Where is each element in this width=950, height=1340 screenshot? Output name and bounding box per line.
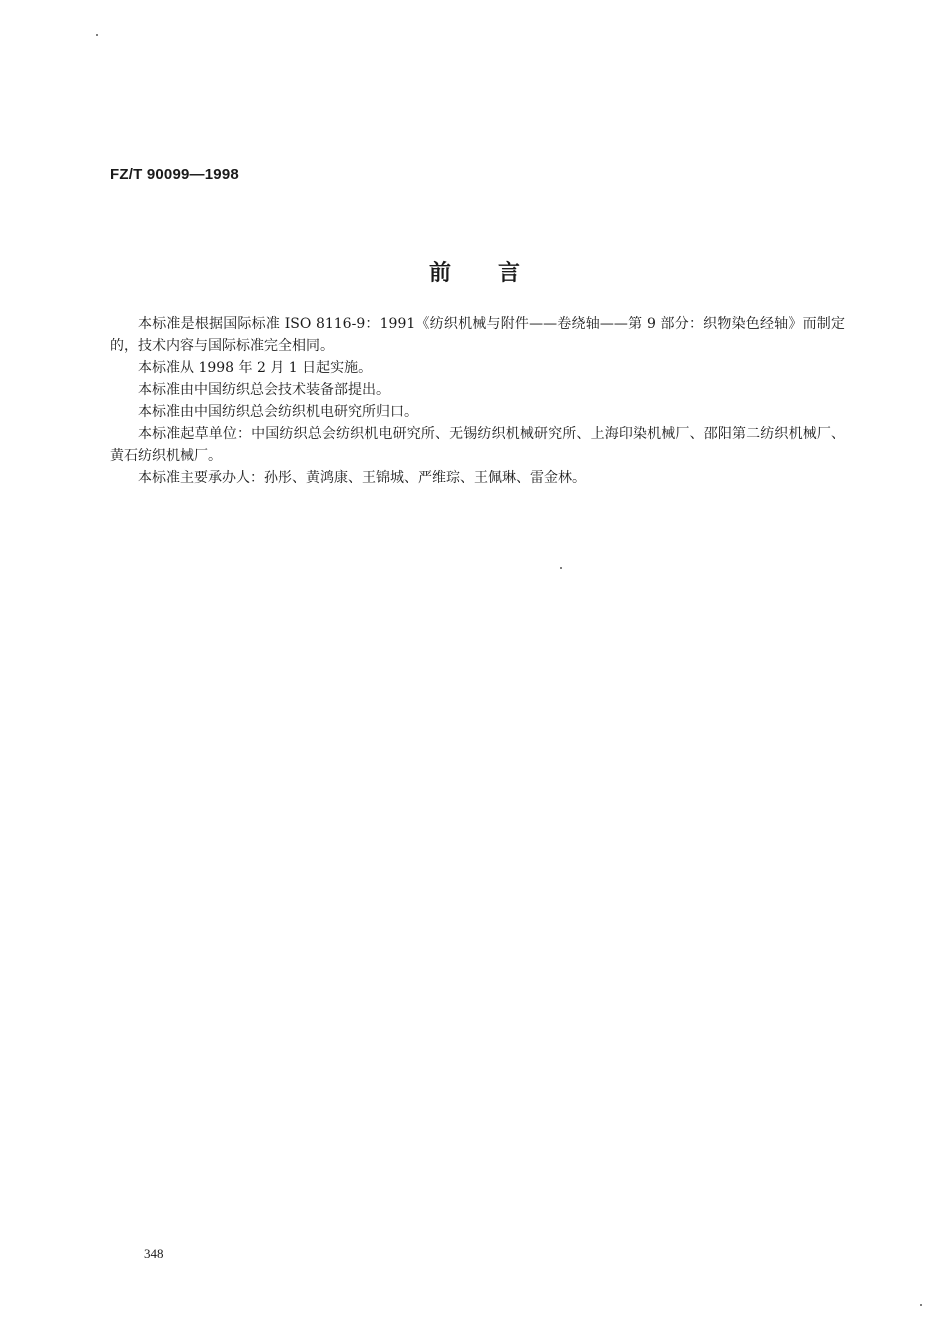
page-number: 348 <box>144 1246 164 1261</box>
foreword-body <box>110 313 845 489</box>
paragraph-drafting-units: 本标准起草单位：中国纺织总会纺织机电研究所、无锡纺织机械研究所、上海印染机械厂、邵阳第二纺织机械厂、黄石纺织机械厂。 <box>110 426 845 464</box>
standard-code: FZ/T 90099—1998 <box>110 166 239 183</box>
paragraph-basis: 本标准是根据国际标准 ISO 8116-9：1991《纺织机械与附件——卷绕轴——第 9 部分：织物染色经轴》而制定的，技术内容与国际标准完全相同。 <box>110 316 845 354</box>
paragraph-proposer: 本标准由中国纺织总会技术装备部提出。 <box>138 382 390 398</box>
scan-speck <box>920 1304 922 1306</box>
paragraph-administrator: 本标准由中国纺织总会纺织机电研究所归口。 <box>138 404 418 420</box>
scan-speck <box>560 567 562 569</box>
page-title: 前 言 <box>428 261 521 286</box>
paragraph-effective-date: 本标准从 1998 年 2 月 1 日起实施。 <box>138 360 373 376</box>
paragraph-drafters: 本标准主要承办人：孙彤、黄鸿康、王锦城、严维琮、王佩琳、雷金林。 <box>138 470 586 486</box>
scan-speck <box>96 34 98 36</box>
